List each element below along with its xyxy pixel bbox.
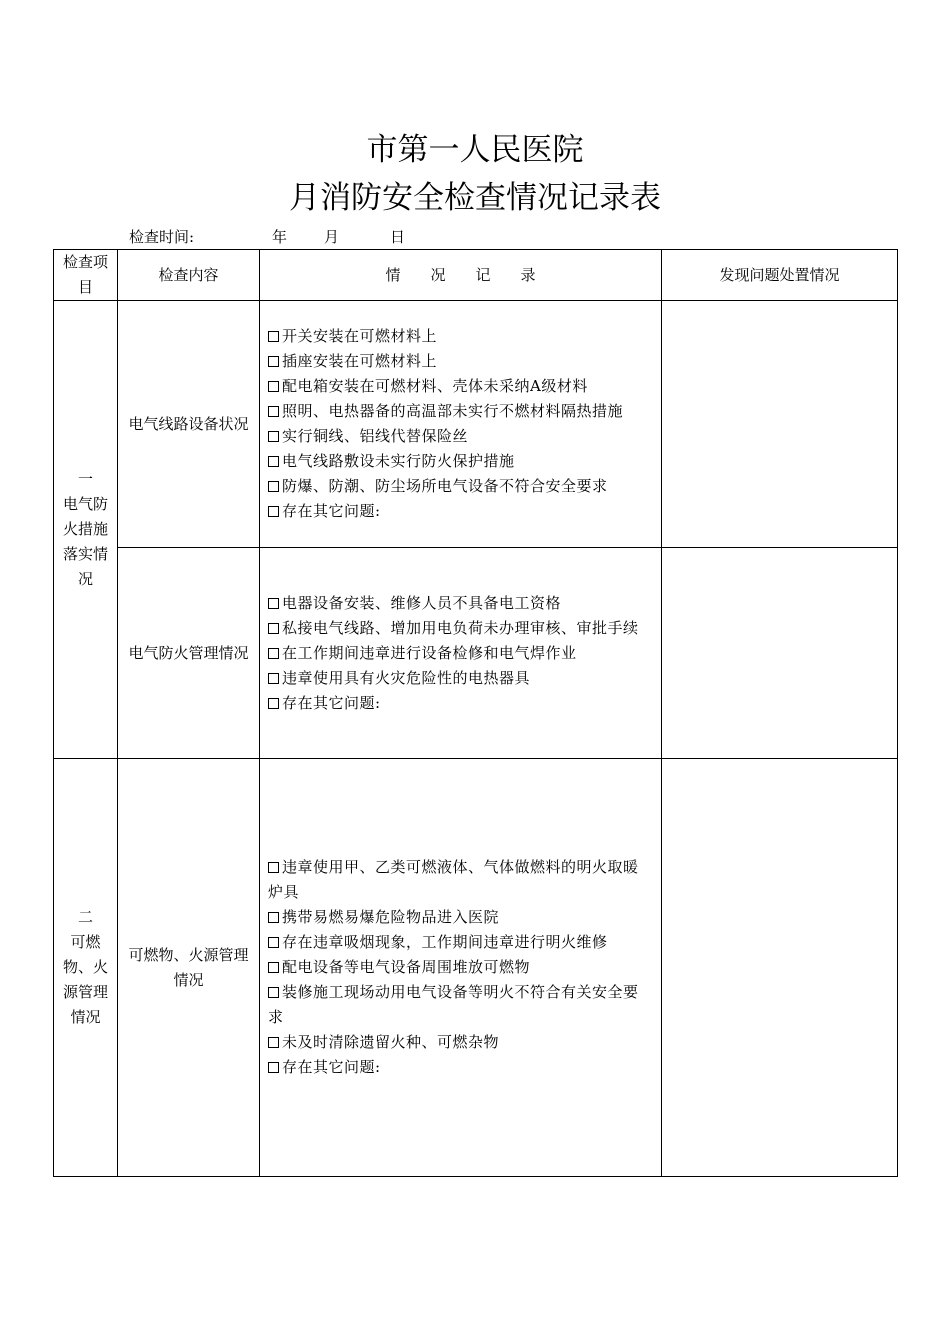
- checkbox[interactable]: [268, 381, 279, 392]
- section-category: [54, 301, 118, 759]
- record-cell: [260, 548, 662, 759]
- handling-cell[interactable]: [662, 301, 898, 548]
- item-text: 装修施工现场动用电气设备等明火不符合有关安全要求: [268, 983, 639, 1026]
- checkbox[interactable]: [268, 598, 279, 609]
- item-text: 存在违章吸烟现象，工作期间违章进行明火维修: [282, 933, 608, 951]
- list-item: [268, 905, 653, 930]
- checkbox[interactable]: [268, 698, 279, 709]
- item-text: 未及时清除遗留火种、可燃杂物: [282, 1033, 500, 1051]
- header-item: 检查项目: [54, 250, 118, 301]
- item-text: 电器设备安装、维修人员不具备电工资格: [282, 593, 562, 612]
- list-item: [268, 399, 653, 424]
- document-title: 市第一人民医院: [366, 132, 584, 168]
- record-cell: [260, 759, 662, 1177]
- checkbox[interactable]: [268, 962, 279, 973]
- table-row: [54, 301, 898, 548]
- check-content: 电气线路设备状况: [118, 301, 260, 548]
- checkbox[interactable]: [268, 456, 279, 467]
- handling-cell[interactable]: [662, 759, 898, 1177]
- list-item: [268, 1055, 653, 1080]
- item-text: 违章使用具有火灾危险性的电热器具: [282, 668, 531, 687]
- list-item: [268, 424, 653, 449]
- list-item: [268, 616, 653, 641]
- list-item: [268, 666, 653, 691]
- handling-cell[interactable]: [662, 548, 898, 759]
- table-row: [54, 759, 898, 1177]
- year-label: 年: [272, 228, 288, 246]
- item-text: 存在其它问题:: [282, 1058, 381, 1076]
- item-text: 配电箱安装在可燃材料、壳体未采纳A级材料: [282, 377, 588, 395]
- checkbox[interactable]: [268, 406, 279, 417]
- item-text: 存在其它问题:: [282, 502, 381, 520]
- day-label: 日: [390, 228, 406, 246]
- checkbox[interactable]: [268, 356, 279, 367]
- header-handling: 发现问题处置情况: [662, 250, 898, 301]
- item-text: 插座安装在可燃材料上: [282, 352, 438, 370]
- section-name: 可燃物、火源管理情况: [62, 933, 108, 1026]
- checkbox[interactable]: [268, 648, 279, 659]
- table-row: [54, 548, 898, 759]
- section-name: 电气防火措施落实情况: [62, 495, 108, 588]
- item-text: 实行铜线、铝线代替保险丝: [282, 427, 469, 445]
- table-header-row: [54, 250, 898, 301]
- section-category: [54, 759, 118, 1177]
- checkbox[interactable]: [268, 862, 279, 873]
- checkbox[interactable]: [268, 431, 279, 442]
- list-item: [268, 349, 653, 374]
- list-item: [268, 449, 653, 474]
- item-text: 在工作期间违章进行设备检修和电气焊作业: [282, 643, 577, 662]
- item-text: 照明、电热器备的高温部未实行不燃材料隔热措施: [282, 402, 624, 420]
- list-item: [268, 499, 653, 524]
- list-item: [268, 855, 653, 905]
- list-item: [268, 641, 653, 666]
- list-item: [268, 955, 653, 980]
- checkbox[interactable]: [268, 912, 279, 923]
- item-text: 携带易燃易爆危险物品进入医院: [282, 908, 500, 926]
- checkbox[interactable]: [268, 623, 279, 634]
- month-label: 月: [324, 228, 340, 246]
- checkbox[interactable]: [268, 673, 279, 684]
- header-record: 情 况 记 录: [260, 250, 662, 301]
- checkbox[interactable]: [268, 1062, 279, 1073]
- list-item: [268, 1030, 653, 1055]
- list-item: [268, 474, 653, 499]
- checkbox[interactable]: [268, 987, 279, 998]
- document-subtitle: 月消防安全检查情况记录表: [289, 180, 661, 216]
- list-item: [268, 980, 653, 1030]
- check-content: 可燃物、火源管理情况: [118, 759, 260, 1177]
- section-number: 二: [77, 908, 93, 926]
- list-item: [268, 324, 653, 349]
- list-item: [268, 374, 653, 399]
- item-text: 私接电气线路、增加用电负荷未办理审核、审批手续: [282, 618, 639, 637]
- header-content: 检查内容: [118, 250, 260, 301]
- check-content: 电气防火管理情况: [118, 548, 260, 759]
- checkbox[interactable]: [268, 1037, 279, 1048]
- inspection-time-label: 检查时间:: [129, 228, 195, 246]
- item-text: 违章使用甲、乙类可燃液体、气体做燃料的明火取暖炉具: [268, 858, 639, 901]
- checkbox[interactable]: [268, 506, 279, 517]
- list-item: [268, 591, 653, 616]
- checkbox[interactable]: [268, 937, 279, 948]
- inspection-table: [53, 249, 898, 1177]
- item-text: 防爆、防潮、防尘场所电气设备不符合安全要求: [282, 477, 608, 495]
- item-text: 配电设备等电气设备周围堆放可燃物: [282, 958, 531, 976]
- checkbox[interactable]: [268, 481, 279, 492]
- list-item: [268, 691, 653, 716]
- checkbox[interactable]: [268, 331, 279, 342]
- list-item: [268, 930, 653, 955]
- item-text: 电气线路敷设未实行防火保护措施: [282, 452, 515, 470]
- item-text: 开关安装在可燃材料上: [282, 327, 438, 345]
- item-text: 存在其它问题:: [282, 693, 381, 712]
- record-cell: [260, 301, 662, 548]
- section-number: 一: [77, 470, 93, 488]
